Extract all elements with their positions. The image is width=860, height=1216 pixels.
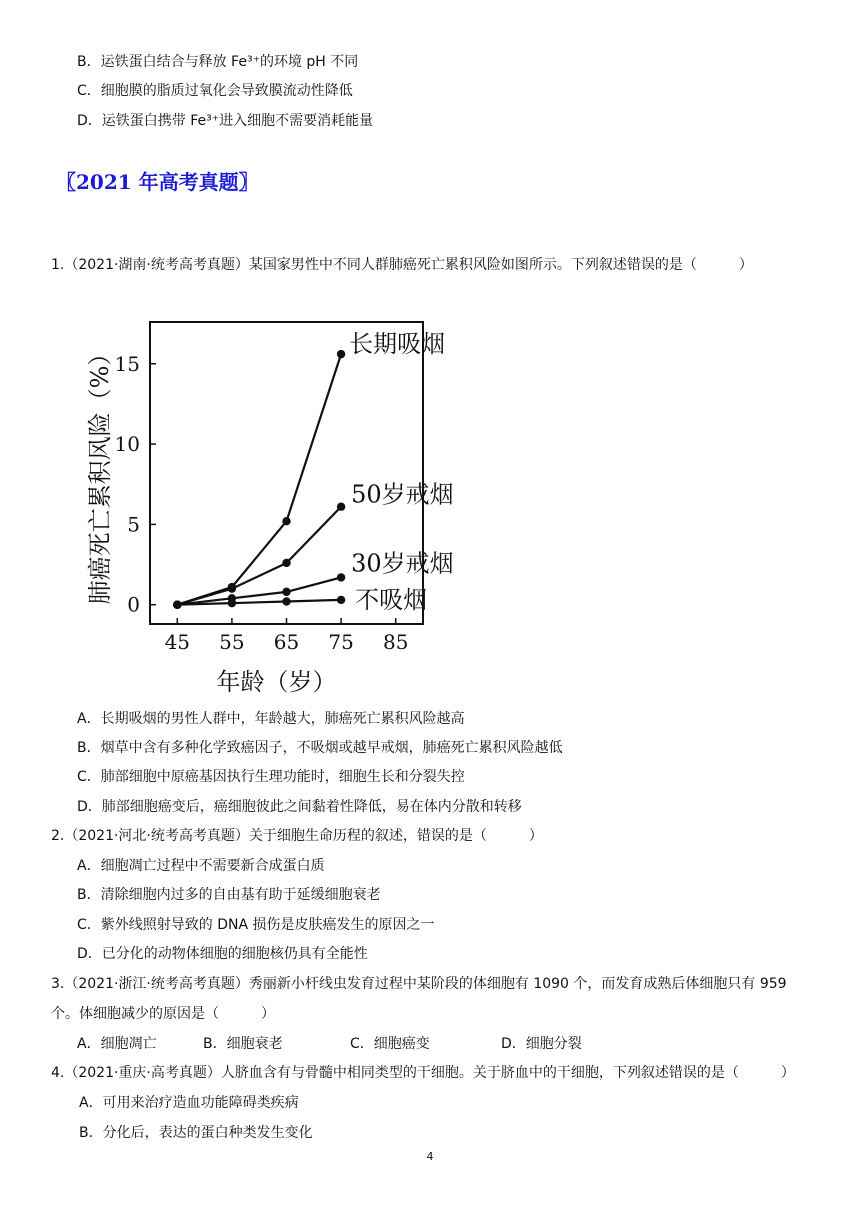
lung-cancer-risk-chart: [70, 312, 454, 696]
series-line: [177, 354, 341, 605]
q1-option-c: C．肺部细胞中原癌基因执行生理功能时，细胞生长和分裂失控: [77, 769, 465, 785]
x-tick-label: 45: [164, 630, 191, 654]
q1-stem: 1.（2021·湖南·统考高考真题）某国家男性中不同人群肺癌死亡累积风险如图所示。下列叙述错误的是（ ）: [51, 257, 753, 273]
q3-option-a: A．细胞凋亡: [77, 1036, 157, 1052]
q3-option-d: D．细胞分裂: [501, 1036, 582, 1052]
q3-option-c: C．细胞癌变: [350, 1036, 430, 1052]
y-tick-label: 0: [127, 592, 140, 617]
data-point: [337, 573, 345, 581]
data-point: [337, 350, 345, 358]
q1-option-b: B．烟草中含有多种化学致癌因子，不吸烟或越早戒烟，肺癌死亡累积风险越低: [77, 740, 563, 756]
y-axis-label: 肺癌死亡累积风险（%）: [86, 341, 114, 605]
data-point: [282, 588, 290, 596]
section-heading: 〖2021 年高考真题〗: [56, 170, 259, 194]
q2-option-c: C．紫外线照射导致的 DNA 损伤是皮肤癌发生的原因之一: [77, 917, 435, 933]
q3-stem: 3.（2021·浙江·统考高考真题）秀丽新小杆线虫发育过程中某阶段的体细胞有 1090 个，而发育成熟后体细胞只有 959: [51, 976, 787, 992]
q1-option-d: D．肺部细胞癌变后，癌细胞彼此之间黏着性降低，易在体内分散和转移: [77, 799, 522, 815]
x-tick-label: 85: [382, 630, 409, 654]
chart-svg: [70, 312, 454, 696]
data-point: [337, 596, 345, 604]
data-point: [282, 517, 290, 525]
q2-option-b: B．清除细胞内过多的自由基有助于延缓细胞衰老: [77, 887, 381, 903]
prev-option-c: C．细胞膜的脂质过氧化会导致膜流动性降低: [77, 83, 353, 99]
data-point: [337, 503, 345, 511]
series-label: 不吸烟: [355, 585, 428, 614]
plot-frame: [150, 322, 423, 624]
data-point: [282, 559, 290, 567]
q1-option-a: A．长期吸烟的男性人群中，年龄越大，肺癌死亡累积风险越高: [77, 711, 465, 727]
q2-stem: 2.（2021·河北·统考高考真题）关于细胞生命历程的叙述，错误的是（ ）: [51, 828, 543, 844]
y-tick-label: 5: [127, 512, 140, 537]
series-label: 30岁戒烟: [351, 549, 454, 578]
q2-option-a: A．细胞凋亡过程中不需要新合成蛋白质: [77, 858, 325, 874]
series-label: 50岁戒烟: [351, 480, 454, 509]
x-tick-label: 65: [273, 630, 300, 654]
data-point: [173, 601, 181, 609]
page-number: 4: [426, 1150, 434, 1163]
data-point: [228, 599, 236, 607]
series-label: 长期吸烟: [349, 330, 446, 359]
prev-option-d: D．运铁蛋白携带 Fe³⁺进入细胞不需要消耗能量: [77, 113, 374, 129]
x-tick-label: 75: [328, 630, 354, 654]
x-axis-label: 年龄（岁）: [216, 668, 337, 696]
q2-option-d: D．已分化的动物体细胞的细胞核仍具有全能性: [77, 946, 368, 962]
data-point: [282, 597, 290, 605]
q4-stem: 4.（2021·重庆·高考真题）人脐血含有与骨髓中相同类型的干细胞。关于脐血中的干细胞，下列叙述错误的是（ ）: [51, 1065, 795, 1081]
q3-stem-continued: 个。体细胞减少的原因是（ ）: [51, 1006, 275, 1022]
q4-option-a: A．可用来治疗造血功能障碍类疾病: [79, 1095, 299, 1111]
prev-option-b: B．运铁蛋白结合与释放 Fe³⁺的环境 pH 不同: [77, 54, 359, 70]
y-tick-label: 10: [114, 432, 140, 457]
y-tick-label: 15: [114, 351, 140, 376]
data-point: [228, 584, 236, 592]
x-tick-label: 55: [219, 630, 245, 654]
q4-option-b: B．分化后，表达的蛋白种类发生变化: [79, 1125, 313, 1141]
q3-option-b: B．细胞衰老: [203, 1036, 283, 1052]
